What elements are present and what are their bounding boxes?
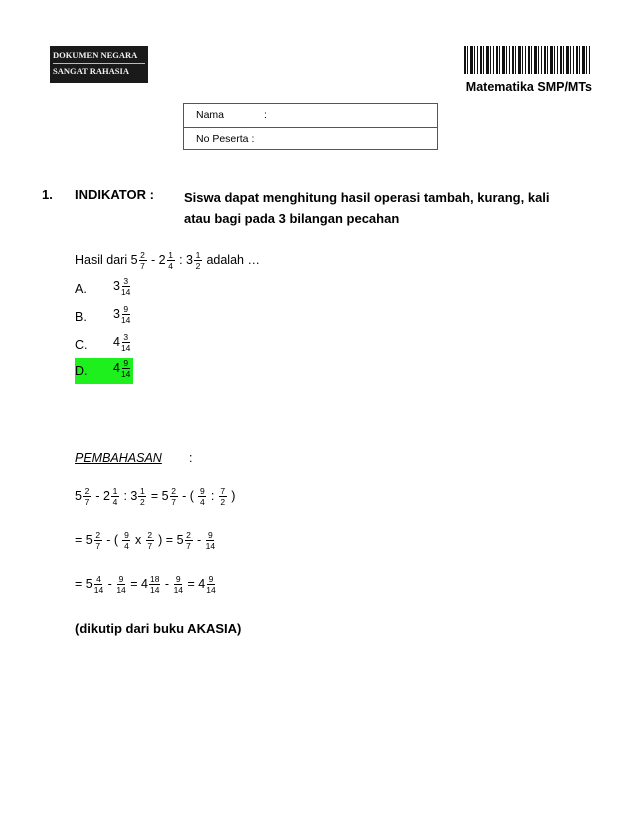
solution-line-3: = 5 $\frac{4}{14}$ - $\frac{9}{14}$ = 4 $\frac{18}{14}$ - $\frac{9}{14}$ = 4 $\frac{9}{14}$ bbox=[75, 574, 216, 595]
option-d-correct[interactable] bbox=[75, 358, 133, 384]
fraction: $\frac{1}{4}$ bbox=[168, 250, 173, 271]
stem-text: Hasil dari 5 bbox=[75, 252, 138, 267]
stem-text: - 2 bbox=[147, 252, 166, 267]
option-letter: B. bbox=[75, 310, 87, 324]
stem-text: adalah … bbox=[202, 252, 260, 267]
barcode-image bbox=[464, 46, 592, 74]
citation: (dikutip dari buku AKASIA) bbox=[75, 621, 242, 636]
option-letter: C. bbox=[75, 338, 88, 352]
stamp-line-1: DOKUMEN NEGARA bbox=[53, 48, 145, 64]
fraction: $\frac{2}{7}$ bbox=[140, 250, 145, 271]
option-value: 3 $\frac{3}{14}$ bbox=[113, 276, 131, 297]
classification-stamp bbox=[50, 46, 148, 83]
identity-box bbox=[183, 103, 438, 150]
peserta-label: No Peserta : bbox=[196, 133, 255, 145]
option-letter: A. bbox=[75, 282, 87, 296]
indikator-label: INDIKATOR : bbox=[75, 187, 154, 202]
option-value: 3 $\frac{9}{14}$ bbox=[113, 304, 131, 325]
peserta-row[interactable] bbox=[184, 127, 437, 150]
question-stem bbox=[75, 250, 260, 271]
option-value: 4 $\frac{3}{14}$ bbox=[113, 332, 131, 353]
pembahasan-colon: : bbox=[189, 451, 193, 465]
nama-row[interactable] bbox=[184, 104, 437, 127]
question-number: 1. bbox=[42, 187, 53, 202]
nama-colon: : bbox=[264, 109, 267, 121]
solution-line-2: = 5 $\frac{2}{7}$ - ( $\frac{9}{4}$ x $\frac{2}{7}$ ) = 5 $\frac{2}{7}$ - $\frac{9}{14}$ bbox=[75, 530, 216, 551]
pembahasan-heading: PEMBAHASAN bbox=[75, 451, 162, 465]
fraction: $\frac{1}{2}$ bbox=[195, 250, 201, 271]
stem-text: : 3 bbox=[175, 252, 193, 267]
option-letter: D. bbox=[75, 364, 88, 378]
nama-label: Nama bbox=[196, 109, 225, 121]
stamp-line-2: SANGAT RAHASIA bbox=[53, 66, 129, 76]
indikator-text: Siswa dapat menghitung hasil operasi tambah, kurang, kali atau bagi pada 3 bilangan pecahan bbox=[184, 190, 550, 226]
solution-line-1: 5 $\frac{2}{7}$ - 2 $\frac{1}{4}$ : 3 $\frac{1}{2}$ = 5 $\frac{2}{7}$ - ( $\frac{9}{4}$ : $\frac{7}{2}$ ) bbox=[75, 486, 236, 507]
subject-title: Matematika SMP/MTs bbox=[465, 80, 592, 94]
option-value: 4 $\frac{9}{14}$ bbox=[113, 358, 131, 379]
